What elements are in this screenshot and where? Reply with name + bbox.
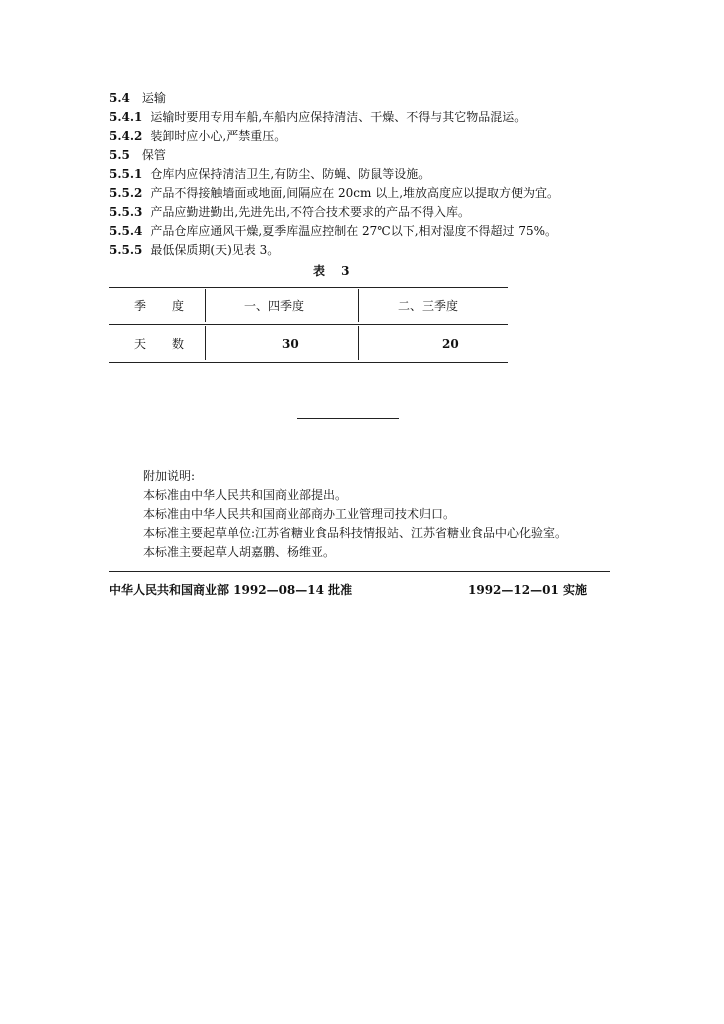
footer-implement: 1992—12—01 实施 [468,583,587,597]
table-row-col2: 20 [442,337,459,351]
table-middle-rule [109,324,508,325]
section-number: 5.5.4 [109,224,143,238]
section-5-5-5 [109,243,279,257]
section-5-4-1 [109,110,526,124]
table-row-label: 天数 [134,337,211,351]
notes-title: 附加说明: [143,469,196,483]
section-text: 保管 [141,148,166,162]
footer-approve: 中华人民共和国商业部 1992—08—14 批准 [109,583,353,597]
section-text: 产品不得接触墙面或地面,间隔应在 20cm 以上,堆放高度应以提取方便为宜。 [150,186,560,200]
footer-rule [109,571,610,572]
section-5-5-2 [109,186,559,200]
section-text: 产品仓库应通风干燥,夏季库温应控制在 27℃以下,相对湿度不得超过 75%。 [150,224,558,238]
table-row-col1: 30 [282,337,299,351]
section-number: 5.5.1 [109,167,143,181]
section-text: 装卸时应小心,严禁重压。 [150,129,287,143]
section-number: 5.5.5 [109,243,143,257]
table-header-label: 季度 [134,299,211,313]
section-5-5-4 [109,224,557,238]
section-text: 产品应勤进勤出,先进先出,不符合技术要求的产品不得入库。 [150,205,471,219]
section-text: 仓库内应保持清洁卫生,有防尘、防蝇、防鼠等设施。 [150,167,431,181]
end-rule [297,418,399,419]
section-text: 最低保质期(天)见表 3。 [150,243,280,257]
section-5-5 [109,148,166,162]
section-5-5-3 [109,205,470,219]
section-number: 5.5.2 [109,186,143,200]
section-number: 5.4.1 [109,110,143,124]
section-5-4 [109,91,166,105]
section-number: 5.4.2 [109,129,143,143]
notes-line: 本标准主要起草人胡嘉鹏、杨维亚。 [143,545,336,559]
table-header-col1: 一、四季度 [244,299,305,313]
notes-line: 本标准由中华人民共和国商业部提出。 [143,488,348,502]
table-divider-4 [358,326,359,360]
section-number: 5.4 [109,91,130,105]
table-caption: 表 3 [313,264,356,278]
notes-line: 本标准由中华人民共和国商业部商办工业管理司技术归口。 [143,507,456,521]
section-number: 5.5 [109,148,130,162]
table-header-col2: 二、三季度 [398,299,459,313]
notes-line: 本标准主要起草单位:江苏省糖业食品科技情报站、江苏省糖业食品中心化验室。 [143,526,568,540]
section-number: 5.5.3 [109,205,143,219]
section-text: 运输 [141,91,166,105]
table-divider-2 [358,289,359,322]
section-text: 运输时要用专用车船,车船内应保持清洁、干燥、不得与其它物品混运。 [150,110,527,124]
table-top-rule [109,287,508,288]
section-5-5-1 [109,167,430,181]
table-bottom-rule [109,362,508,363]
section-5-4-2 [109,129,286,143]
